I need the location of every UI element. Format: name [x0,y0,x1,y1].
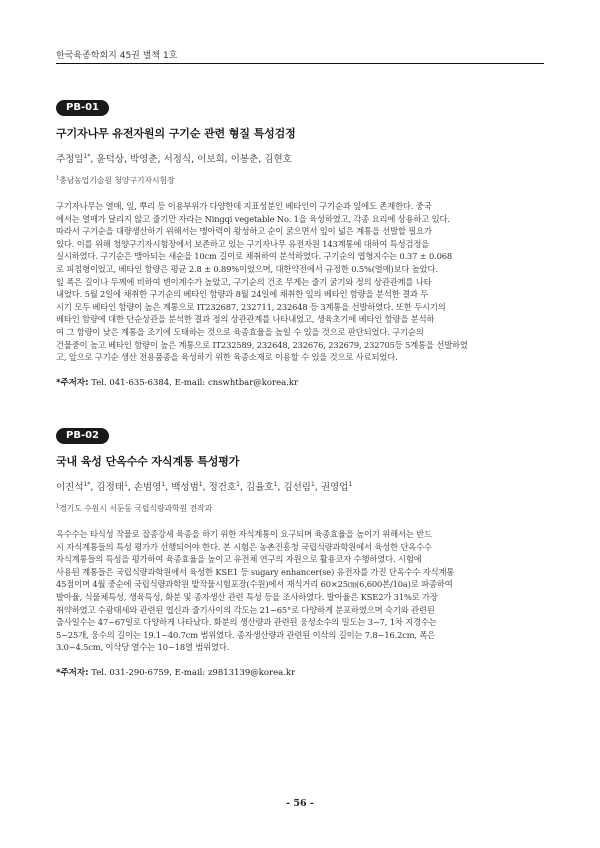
contact-details: Tel. 031-290-6759, E-mail: z9813139@korea.kr [91,667,296,678]
abstract-line: 자식계통들의 특성을 평가하여 육종효율을 높이고 유전체 연구의 자원으로 활용코자 수행하였다. 시험에 [56,554,422,565]
author-list: 이진석$^{1*}$, 김정태$^1$, 손범영$^1$, 백성범$^1$, 정건호$^1$, 김율호$^1$, 김선림$^1$, 권영업$^1$ [56,480,353,493]
abstract-line: 시 자식계통들의 특성 평가가 선행되어야 한다. 본 시험은 농촌진흥청 국립식량과학원에서 육성한 단옥수수 [56,541,432,552]
abstract-section-pb01 [56,95,544,388]
abstract-line: 로 피침형이었고, 베타인 함량은 평균 2.8 ± 0.89%이었으며, 대한약전에서 규정한 0.5%(열매)보다 높았다. [56,263,438,274]
author-name: 주정일 [56,154,84,165]
contact-info [56,376,544,388]
affiliation-text: 충남농업기술원 청양구기자시험장 [59,176,175,185]
affiliation-marker: 1 [56,503,60,510]
author-affiliation-marker: 1* [83,152,91,160]
contact-info [56,666,544,678]
affiliation-marker: 1 [56,175,60,182]
author-affiliation-marker: 1 [198,480,203,488]
author-name: 박영춘 [129,154,158,165]
author [96,482,127,493]
author-name: 정건호 [208,482,237,493]
abstract-line: 3.0~4.5cm, 이삭당 열수는 10~18열 범위였다. [56,642,230,653]
author [231,154,259,165]
author-name: 손범영 [133,482,162,493]
abstract-line: 베타인 함량에 대한 단순상관을 분석한 결과 정의 상관관계를 나타내었고, 생육초기에 베타인 함량을 분석하 [56,314,435,325]
affiliation [56,503,544,514]
contact-label: *주저자: [56,377,89,388]
abstract-line: 고, 앞으로 구기순 생산 전용품종을 육성하기 위한 육종소재로 이용할 수 있을 것으로 사료되었다. [56,352,398,363]
abstract-line: 5~25개, 웅수의 길이는 19.1~40.7cm 범위였다. 종자생산량과 관련된 이삭의 길이는 7.8~16.2cm, 폭은 [56,629,436,640]
abstract-line: 45점이며 4월 중순에 국립식량과학원 밭작물시험포장(수원)에서 재식거리 60×25㎝(6,600본/10a)로 파종하여 [56,579,453,590]
abstract-line: 시기 모두 베타인 함량이 높은 계통으로 IT232687, 232711, 232648 등 3계통을 선발하였다. 또한 두시기의 [56,301,446,312]
author-name: 윤덕상 [96,154,124,165]
affiliation [56,175,544,186]
abstract-title: 국내 육성 단옥수수 자식계통 특성평가 [56,455,240,468]
author-name: 김현호 [264,154,292,165]
author-affiliation-marker: 1* [83,480,91,488]
author [56,482,90,493]
abstract-body [56,528,544,654]
author [96,154,124,165]
abstract-line: 건물중이 높고 베타인 함량이 높은 계통으로 IT232589, 232648, 232676, 232679, 232705등 5계통을 선발하였 [56,339,468,350]
author-name: 권영업 [320,482,349,493]
abstract-line: 사용된 계통들은 국립식량과학원에서 육성한 KSE1 등 sugary enhancer(se) 유전자를 가진 단옥수수 자식계통 [56,566,455,577]
author-name: 백성범 [171,482,199,493]
abstract-line: 옥수수는 타식성 작물로 잡종강세 육종을 하기 위한 자식계통이 요구되며 육종효율을 높이기 위해서는 반드 [56,529,432,539]
abstract-line: 취약하였고 수광태세와 관련된 엽신과 줄기사이의 각도는 21~65°로 다양하게 분포하였으며 숙기와 관련된 [56,604,435,615]
abstract-line: 구기자나무는 열매, 잎, 뿌리 등 이용부위가 다양한데 지표성분인 베타인이 구기순과 잎에도 존재한다. 중국 [56,201,432,211]
abstract-line: 잎 폭은 길이나 두께에 비하여 변이계수가 높았고, 구기순의 건조 무게는 줄기 굵기와 정의 상관관계를 나타 [56,276,432,287]
abstract-body [56,200,544,364]
author-name: 김정태 [96,482,124,493]
section-badge: PB-01 [56,100,109,116]
author [209,482,240,493]
contact-details: Tel. 041-635-6384, E-mail: cnswhtbar@korea.kr [91,377,299,388]
abstract-line: 실시하였다. 구기순은 맹아되는 새순을 10cm 길이로 채취하여 분석하였다. 구기순의 엽형지수는 0.37 ± 0.068 [56,251,452,262]
abstract-line: 발아율, 식물체특성, 생육특성, 화분 및 종자생산 관련 특성 등을 조사하였다. 발아율은 KSE2가 31%로 가장 [56,591,438,602]
author-name: 김율호 [246,482,274,493]
author-affiliation-marker: 1 [273,480,278,488]
author [130,154,158,165]
header-rule [56,63,544,64]
author-list: 주정일$^{1*}$, 윤덕상, 박영춘, 서정식, 이보희, 이봉춘, 김현호 [56,152,292,165]
abstract-line: 내었다. 5월 2일에 채취한 구기순의 베타인 함량과 8월 24일에 채취한 잎의 베타인 함량을 분석한 결과 두 [56,289,429,300]
contact-label: *주저자: [56,667,89,678]
journal-header: 한국육종학회지 45권 별책 1호 [56,51,178,61]
author-affiliation-marker: 1 [236,480,240,488]
abstract-line: 따라서 구기순을 대량생산하기 위해서는 맹아력이 왕성하고 순이 굵으면서 잎이 넓은 계통을 선발할 필요가 [56,226,432,237]
page-number: - 56 - [286,798,314,809]
author-name: 서정식 [163,154,192,165]
abstract-section-pb02 [56,423,544,678]
abstract-line: 에서는 열매가 달리지 않고 줄기만 자라는 Ningqi vegetable No. 1을 육성하였고, 각종 요리에 상용하고 있다. [56,213,450,224]
abstract-line: 출사일수는 47~67일로 다양하게 나타났다. 화분의 생산량과 관련된 웅성소수의 밀도는 3~7, 1차 지경수는 [56,617,437,628]
author [321,482,352,493]
author [171,482,202,493]
author [134,482,165,493]
author [56,154,90,165]
abstract-title: 구기자나무 유전자원의 구기순 관련 형질 특성검정 [56,127,296,140]
section-badge: PB-02 [56,428,109,444]
author [197,154,225,165]
author [164,154,192,165]
author-affiliation-marker: 1 [161,480,166,488]
author [283,482,314,493]
author [264,154,292,165]
author [246,482,277,493]
affiliation-text: 경기도 수원시 서둔동 국립식량과학원 전작과 [59,504,213,513]
abstract-line: 여 그 함량이 낮은 계통을 조기에 도태하는 것으로 육종효율을 높일 수 있을 것으로 판단되었다. 구기순의 [56,326,424,337]
author-affiliation-marker: 1 [348,480,353,488]
author-affiliation-marker: 1 [123,480,128,488]
author-affiliation-marker: 1 [310,480,315,488]
abstract-line: 있다. 이를 위해 청양구기자시험장에서 보존하고 있는 구기자나무 유전자원 143계통에 대하여 특성검정을 [56,238,430,249]
author-name: 이진석 [56,482,84,493]
author-name: 김선림 [283,482,311,493]
author-name: 이봉춘 [230,154,259,165]
author-name: 이보희 [197,154,225,165]
